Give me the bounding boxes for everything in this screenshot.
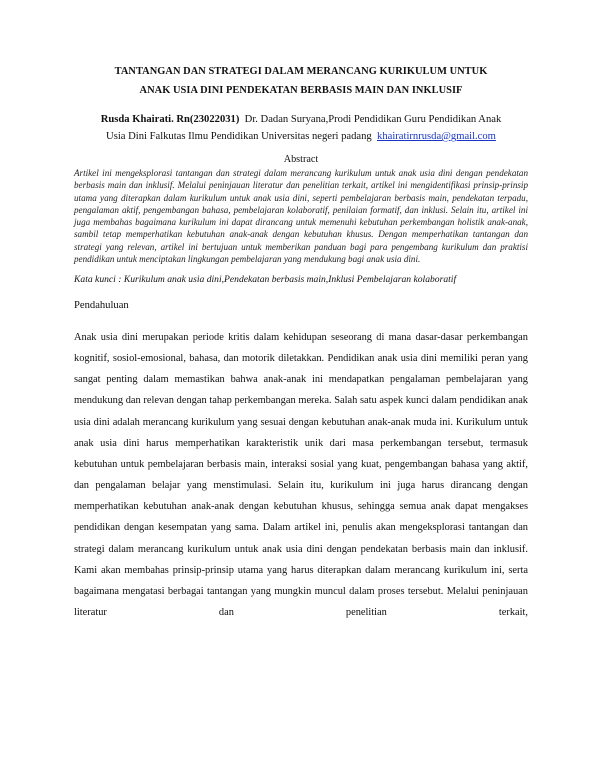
affiliation-text: Usia Dini Falkutas Ilmu Pendidikan Universitas negeri padang	[106, 131, 378, 142]
paper-title	[74, 62, 528, 100]
paper-title-line-2: ANAK USIA DINI PENDEKATAN BERBASIS MAIN DAN INKLUSIF	[139, 85, 463, 96]
abstract-body: Artikel ini mengeksplorasi tantangan dan strategi dalam merancang kurikulum untuk anak usia dini dengan pendekatan berbasis main dan inklusif. Melalui peninjauan literatur dan penelitian terkait, artikel ini mengidentifikasi prinsip-prinsip utama yang diterapkan dalam kurikulum untuk anak usia dini, seperti pembelajaran berbasis main, pendekatan terpadu, pengalaman aktif, pengembangan bahasa, pembelajaran kolaboratif, penilaian formatif, dan inklusi. Selain itu, artikel ini juga membahas bagaimana kurikulum ini dapat dirancang untuk memenuhi kebutuhan perkembangan holistik anak-anak, sambil tetap memperhatikan kebutuhan anak-anak dengan kebutuhan khusus. Dengan memperhatikan tantangan dan strategi yang relevan, artikel ini bertujuan untuk memberikan panduan bagi para pengembang kurikulum dan praktisi pendidikan untuk menciptakan lingkungan pembelajaran yang mendukung bagi anak usia dini.	[74, 168, 528, 264]
author-block	[74, 111, 528, 145]
abstract-heading: Abstract	[283, 154, 319, 165]
affiliation-line	[74, 128, 528, 145]
paper-title-line-1: TANTANGAN DAN STRATEGI DALAM MERANCANG KURIKULUM UNTUK	[114, 66, 488, 77]
author-email-link[interactable]: khairatirnrusda@gmail.com	[377, 131, 496, 142]
author-name-primary: Rusda Khairati. Rn(23022031)	[100, 114, 240, 125]
author-line	[74, 111, 528, 128]
keywords: Kata kunci : Kurikulum anak usia dini,Pendekatan berbasis main,Inklusi Pembelajaran kolaboratif	[74, 274, 457, 285]
author-name-secondary: Dr. Dadan Suryana,Prodi Pendidikan Guru Pendidikan Anak	[239, 114, 502, 125]
introduction-paragraph: Anak usia dini merupakan periode kritis dalam kehidupan seseorang di mana dasar-dasar perkembangan kognitif, sosiol-emosional, bahasa, dan motorik diletakkan. Pendidikan anak usia dini memiliki peran yang sangat penting dalam memastikan bahwa anak-anak ini mendapatkan pengalaman pembelajaran yang mendukung dan relevan dengan tahap perkembangan mereka. Salah satu aspek kunci dalam pendidikan anak usia dini adalah merancang kurikulum yang sesuai dengan kebutuhan anak-anak muda ini. Kurikulum untuk anak usia dini harus memperhatikan karakteristik unik dari masa perkembangan tersebut, termasuk kebutuhan untuk pembelajaran berbasis main, interaksi sosial yang kuat, pengembangan bahasa yang aktif, dan pengalaman belajar yang menstimulasi. Selain itu, kurikulum ini juga harus dirancang dengan memperhatikan kebutuhan anak-anak dengan kebutuhan khusus, sehingga semua anak dapat mengakses pendidikan dengan kesempatan yang sama. Dalam artikel ini, penulis akan mengeksplorasi tantangan dan strategi dalam merancang kurikulum untuk anak usia dini dengan pendekatan berbasis main dan inklusif. Kami akan membahas prinsip-prinsip utama yang harus diterapkan dalam merancang kurikulum ini, serta bagaimana mengatasi berbagai tantangan yang mungkin muncul dalam proses tersebut. Melalui peninjauan literatur dan penelitian terkait,	[74, 332, 528, 619]
section-heading-introduction: Pendahuluan	[74, 300, 129, 311]
document-page	[74, 62, 528, 623]
